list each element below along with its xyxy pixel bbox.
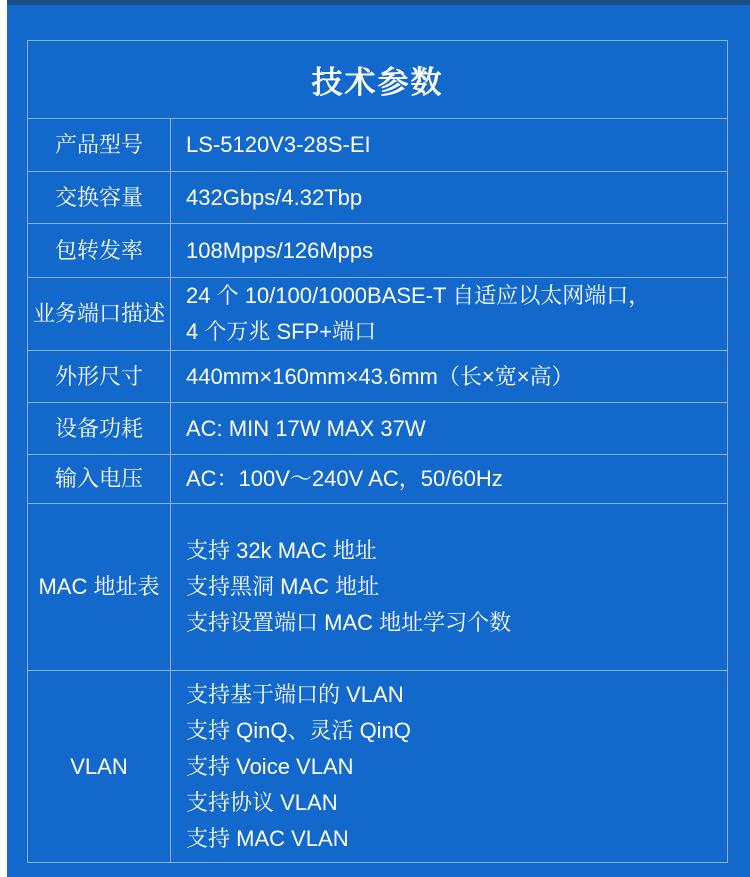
spec-value [171,119,727,171]
spec-value [171,403,727,454]
spec-label: 业务端口描述 [28,278,171,350]
spec-value [171,351,727,402]
spec-value-line: 24 个 10/100/1000BASE-T 自适应以太网端口， [186,283,651,308]
spec-value-line: 支持基于端口的 VLAN [186,681,404,707]
spec-value-line: 432Gbps/4.32Tbp [186,184,363,210]
spec-value [171,504,727,670]
spec-value [171,671,727,862]
spec-value-line: 支持协议 VLAN [186,789,338,815]
spec-row-input-voltage [28,454,727,503]
spec-panel [7,0,750,877]
spec-value-line: 支持设置端口 MAC 地址学习个数 [186,610,512,635]
spec-row-mac-address-table [28,503,727,670]
spec-label: 外形尺寸 [28,351,171,402]
spec-label: VLAN [28,671,171,862]
spec-label: 交换容量 [28,172,171,223]
spec-label: 设备功耗 [28,403,171,454]
spec-value [171,172,727,223]
spec-value-line: 4 个万兆 SFP+端口 [186,319,377,344]
spec-label: 产品型号 [28,119,171,171]
spec-value-line: LS-5120V3-28S-EI [186,132,371,157]
spec-value [171,224,727,277]
spec-value-line: 支持 QinQ、灵活 QinQ [186,717,411,743]
spec-value [171,278,727,350]
spec-value-line: AC：100V～240V AC，50/60Hz [186,466,503,491]
spec-row-vlan [28,670,727,862]
spec-label: MAC 地址表 [28,504,171,670]
spec-value-line: 支持 Voice VLAN [186,753,354,779]
spec-value-line: 支持 32k MAC 地址 [186,538,377,563]
spec-label: 包转发率 [28,224,171,277]
spec-value-line: 支持黑洞 MAC 地址 [186,574,380,599]
spec-value [171,455,727,503]
table-title: 技术参数 [311,65,444,100]
spec-row-switching-capacity [28,171,727,223]
spec-value-line: AC: MIN 17W MAX 37W [186,415,426,441]
spec-row-forwarding-rate [28,223,727,277]
spec-value-line: 支持 MAC VLAN [186,825,349,851]
spec-table [27,40,728,863]
spec-row-service-ports [28,277,727,350]
spec-row-product-model [28,118,727,171]
spec-row-power-consumption [28,402,727,454]
spec-value-line: 440mm×160mm×43.6mm（长×宽×高） [186,363,574,389]
spec-row-dimensions [28,350,727,402]
spec-value-line: 108Mpps/126Mpps [186,237,374,263]
spec-label: 输入电压 [28,455,171,503]
